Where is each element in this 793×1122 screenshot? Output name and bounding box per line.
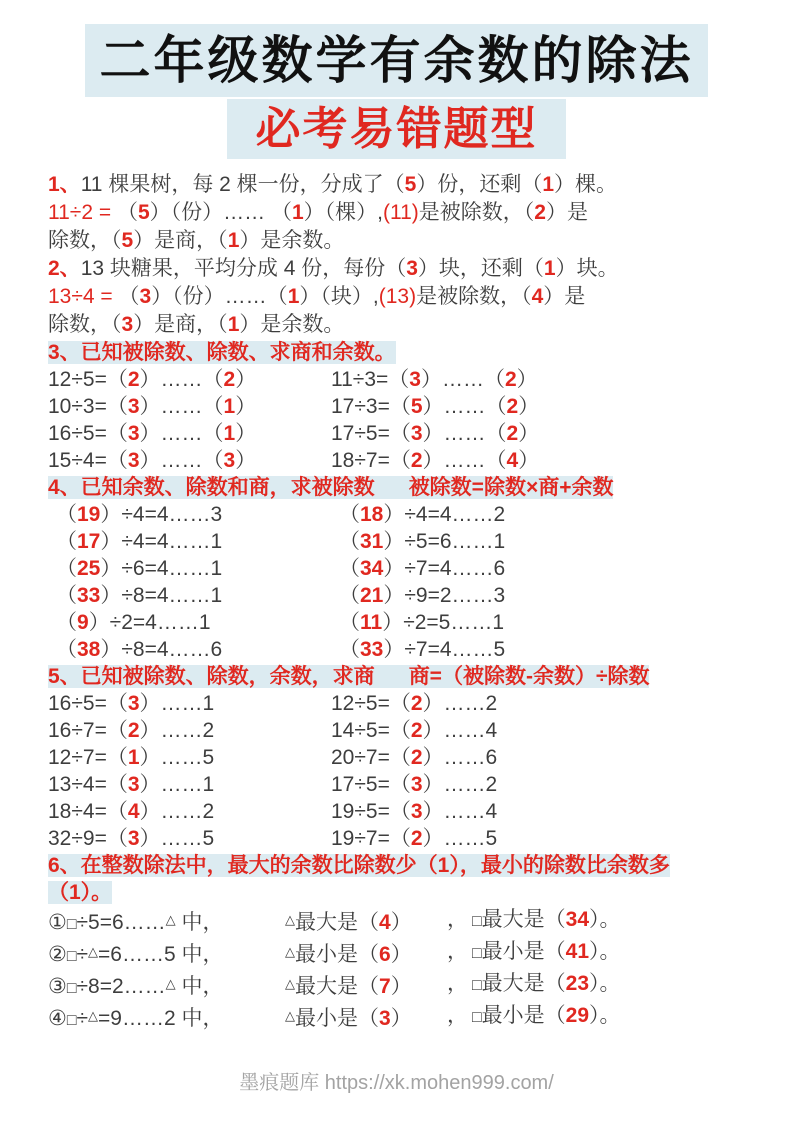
equation: 17÷5=（3）……2 <box>331 773 498 796</box>
equation: （11）÷2=5……1 <box>339 611 505 634</box>
equation: 12÷7=（1）……5 <box>48 746 215 769</box>
equation: 14÷5=（2）……4 <box>331 719 498 742</box>
equation: （25）÷6=4……1 <box>56 557 223 580</box>
equation: 19÷7=（2）……5 <box>331 827 498 850</box>
equation: 16÷7=（2）……2 <box>48 719 215 742</box>
equation: 17÷3=（5）……（2） <box>331 395 540 418</box>
equation: 19÷5=（3）……4 <box>331 800 498 823</box>
equation: 32÷9=（3）……5 <box>48 827 215 850</box>
s5-row <box>48 825 753 852</box>
s4-row <box>48 501 753 528</box>
equation: 12÷5=（2）……2 <box>331 692 498 715</box>
s6-row <box>48 906 753 938</box>
s5-row <box>48 771 753 798</box>
equation: （19）÷4=4……3 <box>56 503 223 526</box>
equation: （38）÷8=4……6 <box>56 638 223 661</box>
equation: （33）÷8=4……1 <box>56 584 223 607</box>
worksheet-body <box>0 159 793 1034</box>
equation: 16÷5=（3）……1 <box>48 692 215 715</box>
answer-square: □最小是（41）。 <box>472 940 621 963</box>
equation: ④□÷△=9……2 中， <box>48 1007 224 1030</box>
equation: ②□÷△=6……5 中， <box>48 943 224 966</box>
q1-line-3: 除数，（5）是商，（1）是余数。 <box>48 229 345 252</box>
q1-line-2: 11÷2 = （5）（份）…… （1）（棵）,(11)是被除数，（2）是 <box>48 201 588 224</box>
page-subtitle: 必考易错题型 <box>227 99 565 159</box>
title-block <box>0 0 793 159</box>
s3-row <box>48 420 753 447</box>
s3-row <box>48 447 753 474</box>
equation: ①□÷5=6……△ 中， <box>48 911 224 934</box>
answer-triangle: △最大是（7） <box>285 975 412 998</box>
equation: 18÷4=（4）……2 <box>48 800 215 823</box>
separator-comma: ， <box>447 908 468 931</box>
s6-row <box>48 1002 753 1034</box>
s4-row <box>48 582 753 609</box>
section-4-header <box>48 474 753 501</box>
equation: （9）÷2=4……1 <box>56 611 211 634</box>
s5-row <box>48 744 753 771</box>
equation: 13÷4=（3）……1 <box>48 773 215 796</box>
section-6-header-text: （1）。 <box>48 881 113 904</box>
s3-row <box>48 366 753 393</box>
s5-row <box>48 690 753 717</box>
section-6-header-line-2 <box>48 879 753 906</box>
answer-triangle: △最大是（4） <box>285 911 412 934</box>
equation: 10÷3=（3）……（1） <box>48 395 257 418</box>
answer-triangle: △最小是（6） <box>285 943 412 966</box>
s6-row <box>48 938 753 970</box>
equation: （18）÷4=4……2 <box>339 503 506 526</box>
section-5-header <box>48 663 753 690</box>
section-5-header-text: 5、已知被除数、除数，余数，求商 商=（被除数-余数）÷除数 <box>48 665 650 688</box>
equation: （34）÷7=4……6 <box>339 557 506 580</box>
equation: （31）÷5=6……1 <box>339 530 506 553</box>
s5-row <box>48 717 753 744</box>
page-title: 二年级数学有余数的除法 <box>85 24 707 97</box>
equation: 11÷3=（3）……（2） <box>331 368 538 391</box>
section-3-header-text: 3、已知被除数、除数、求商和余数。 <box>48 341 396 364</box>
answer-square: □最小是（29）。 <box>472 1004 621 1027</box>
section-4-header-text: 4、已知余数、除数和商，求被除数 被除数=除数×商+余数 <box>48 476 614 499</box>
section-6-header-text: 6、在整数除法中，最大的余数比除数少（1），最小的除数比余数多 <box>48 854 670 877</box>
s4-row <box>48 609 753 636</box>
equation: 20÷7=（2）……6 <box>331 746 498 769</box>
s4-row <box>48 528 753 555</box>
equation: （17）÷4=4……1 <box>56 530 223 553</box>
s6-row <box>48 970 753 1002</box>
s3-row <box>48 393 753 420</box>
equation: 17÷5=（3）……（2） <box>331 422 540 445</box>
answer-square: □最大是（34）。 <box>472 908 621 931</box>
footer-watermark: 墨痕题库 https://xk.mohen999.com/ <box>239 1072 554 1094</box>
s4-row <box>48 636 753 663</box>
section-3-header <box>48 339 753 366</box>
separator-comma: ， <box>447 940 468 963</box>
q1-line-1: 1、11 棵果树，每 2 棵一份，分成了（5）份，还剩（1）棵。 <box>48 173 618 196</box>
equation: 18÷7=（2）……（4） <box>331 449 540 472</box>
s5-row <box>48 798 753 825</box>
equation: 16÷5=（3）……（1） <box>48 422 257 445</box>
equation: 15÷4=（3）……（3） <box>48 449 257 472</box>
equation: （33）÷7=4……5 <box>339 638 506 661</box>
equation: 12÷5=（2）……（2） <box>48 368 257 391</box>
separator-comma: ， <box>447 972 468 995</box>
equation: ③□÷8=2……△ 中， <box>48 975 224 998</box>
equation: （21）÷9=2……3 <box>339 584 506 607</box>
answer-triangle: △最小是（3） <box>285 1007 412 1030</box>
section-6-header-line-1 <box>48 852 753 879</box>
separator-comma: ， <box>447 1004 468 1027</box>
answer-square: □最大是（23）。 <box>472 972 621 995</box>
q2-line-1: 2、13 块糖果，平均分成 4 份，每份（3）块，还剩（1）块。 <box>48 257 619 280</box>
q2-line-3: 除数，（3）是商，（1）是余数。 <box>48 313 345 336</box>
q2-line-2: 13÷4 = （3）（份）……（1）（块）,(13)是被除数，（4）是 <box>48 285 586 308</box>
s4-row <box>48 555 753 582</box>
